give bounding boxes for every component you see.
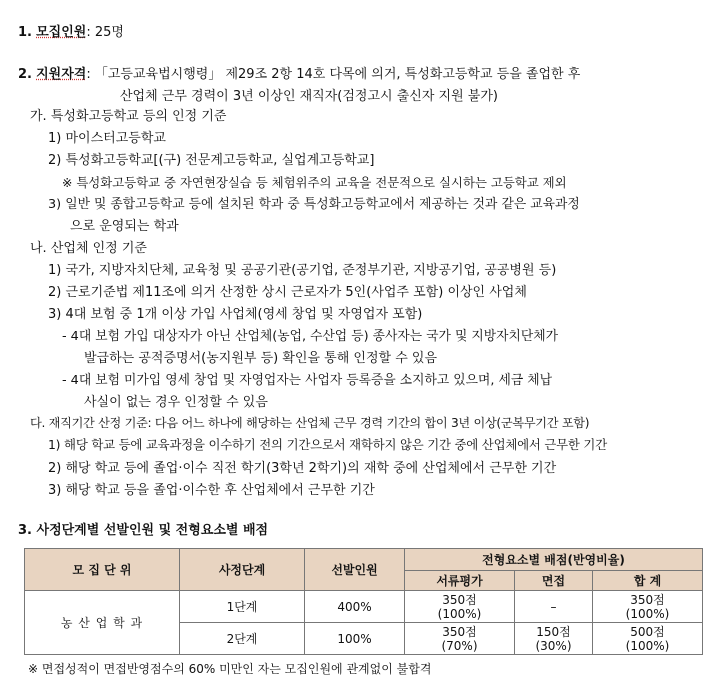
subsection-na: 나. 산업체 인정 기준 [30,241,147,256]
section-1 [18,24,124,42]
ga-note: ※ 특성화고등학교 중 자연현장실습 등 체험위주의 교육을 전문적으로 실시하는 고등학교 제외 [62,175,567,190]
docs-score: 350점 [442,592,477,607]
header-stage: 사정단계 [180,549,305,591]
ga-item-1: 1) 마이스터고등학교 [48,131,166,146]
docs-cell [405,591,515,623]
header-interview: 면접 [515,571,593,591]
subsection-ga: 가. 특성화고등학교 등의 인정 기준 [30,109,227,124]
section-1-num: 1. [18,25,32,40]
count-cell: 400% [305,591,405,623]
header-unit: 모 집 단 위 [25,549,180,591]
da-item-3: 3) 해당 학교 등을 졸업·이수한 후 산업체에서 근무한 기간 [48,483,375,498]
ga-item-3a: 3) 일반 및 종합고등학교 등에 설치된 학과 중 특성화고등학교에서 제공하는 것과 같은 교육과정 [48,197,580,212]
table-row [25,591,703,623]
header-group: 전형요소별 배점(반영비율) [405,549,703,571]
docs-ratio: (70%) [441,638,478,653]
da-item-1: 1) 해당 학교 등에 교육과정을 이수하기 전의 기간으로서 재학하지 않은 기간 중에 산업체에서 근무한 기간 [48,437,607,452]
section-2-num: 2. [18,67,32,82]
total-score: 350점 [630,592,665,607]
na-item-3: 3) 4대 보험 중 1개 이상 가입 사업체(영세 창업 및 자영업자 포함) [48,307,423,322]
count-cell: 100% [305,623,405,655]
subsection-da: 다. 재직기간 산정 기준: 다음 어느 하나에 해당하는 산업체 근무 경력 기간의 합이 3년 이상(군복무기간 포함) [30,416,590,430]
total-score: 500점 [630,624,665,639]
interview-cell [515,623,593,655]
da-item-2: 2) 해당 학교 등에 졸업·이수 직전 학기(3학년 2학기)의 재학 중에 산업체에서 근무한 기간 [48,461,557,476]
header-count: 선발인원 [305,549,405,591]
total-cell [593,623,703,655]
ga-item-2: 2) 특성화고등학교[(구) 전문계고등학교, 실업계고등학교] [48,153,375,168]
total-ratio: (100%) [625,638,670,653]
section-3-title: 3. 사정단계별 선발인원 및 전형요소별 배점 [18,523,269,538]
na-item-2: 2) 근로기준법 제11조에 의거 산정한 상시 근로자가 5인(사업주 포함) 이상인 사업체 [48,285,527,300]
stage-cell: 1단계 [180,591,305,623]
interview-score: – [550,599,557,614]
na-item-3a-2: 발급하는 공적증명서(농지원부 등) 확인을 통해 인정할 수 있음 [84,351,438,366]
docs-ratio: (100%) [437,606,482,621]
interview-cell [515,591,593,623]
selection-table [24,548,703,655]
interview-score: 150점 [536,624,571,639]
section-2-title: 지원자격 [36,67,87,82]
interview-ratio: (30%) [535,638,572,653]
section-1-value: : 25명 [86,25,124,40]
section-1-title: 모집인원 [36,25,87,40]
section-2-intro-2: 산업체 근무 경력이 3년 이상인 재직자(검정고시 출신자 지원 불가) [120,89,498,104]
na-item-3b-1: - 4대 보험 미가입 영세 창업 및 자영업자는 사업자 등록증을 소지하고 있으며, 세금 체납 [62,373,553,388]
section-2-heading [18,66,580,84]
ga-item-3b: 으로 운영되는 학과 [70,219,179,234]
na-item-3a-1: - 4대 보험 가입 대상자가 아닌 산업체(농업, 수산업 등) 종사자는 국가 및 지방자치단체가 [62,329,558,344]
header-docs: 서류평가 [405,571,515,591]
na-item-1: 1) 국가, 지방자치단체, 교육청 및 공공기관(공기업, 준정부기관, 지방공기업, 공공병원 등) [48,263,557,278]
docs-score: 350점 [442,624,477,639]
total-cell [593,591,703,623]
stage-cell: 2단계 [180,623,305,655]
docs-cell [405,623,515,655]
header-total: 합 계 [593,571,703,591]
table-note: ※ 면접성적이 면접반영점수의 60% 미만인 자는 모집인원에 관계없이 불합격 [28,662,432,676]
dept-cell: 농 산 업 학 과 [25,591,180,655]
na-item-3b-2: 사실이 없는 경우 인정할 수 있음 [84,395,268,410]
section-2-intro-1: : 「고등교육법시행령」 제29조 2항 14호 다목에 의거, 특성화고등학교 등을 졸업한 후 [86,67,581,82]
total-ratio: (100%) [625,606,670,621]
